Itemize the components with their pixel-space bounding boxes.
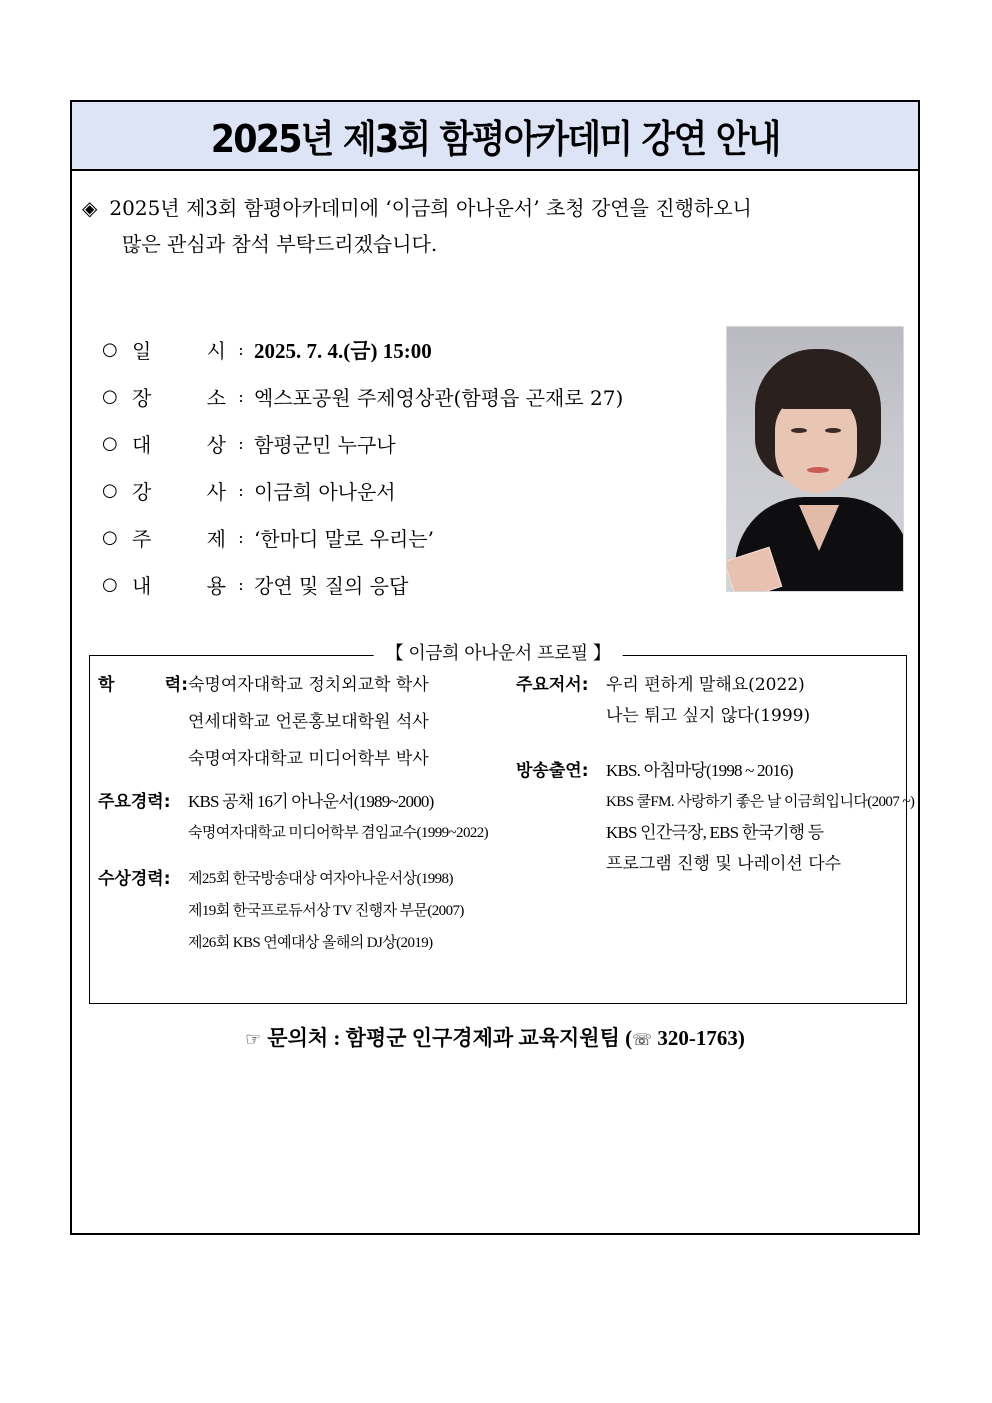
contact-label: 문의처 : 함평군 인구경제과 교육지원팀 ( xyxy=(267,1026,633,1050)
detail-label: 강 사 xyxy=(132,480,226,504)
pointing-hand-icon: ☞ xyxy=(245,1029,262,1050)
detail-value-content: 강연 및 질의 응답 xyxy=(254,574,409,598)
profile-box xyxy=(89,643,915,1004)
profile-awards xyxy=(98,864,508,960)
profile-awards-item: 제19회 한국프로듀서상 TV 진행자 부문(2007) xyxy=(188,903,464,919)
detail-value-audience: 함평군민 누구나 xyxy=(254,433,396,457)
profile-career-item: KBS 공채 16기 아나운서(1989~2000) xyxy=(188,792,434,811)
detail-row-content: ○ 내 용 : 강연 및 질의 응답 xyxy=(102,561,722,608)
telephone-icon: ☏ xyxy=(632,1030,653,1049)
detail-label: 내 용 xyxy=(132,574,226,598)
page-title: 2025년 제3회 함평아카데미 강연 안내 xyxy=(210,117,780,161)
profile-books-item: 나는 튀고 싶지 않다(1999) xyxy=(606,706,811,726)
detail-label: 주 제 xyxy=(132,527,226,551)
profile-broadcast-item: KBS. 아침마당(1998 ~ 2016) xyxy=(606,761,793,780)
detail-row-datetime: ○ 일 시 : 2025. 7. 4.(금) 15:00 xyxy=(102,326,722,373)
profile-awards-label: 수상경력: xyxy=(98,869,171,889)
detail-value-speaker: 이금희 아나운서 xyxy=(254,480,396,504)
profile-education-item: 연세대학교 언론홍보대학원 석사 xyxy=(188,712,429,732)
detail-value-topic: ‘한마디 말로 우리는’ xyxy=(254,527,434,551)
profile-right-column xyxy=(516,670,915,880)
intro-text-line2: 많은 관심과 참석 부탁드리겠습니다. xyxy=(122,232,438,256)
profile-broadcast xyxy=(516,756,915,880)
detail-row-topic: ○ 주 제 : ‘한마디 말로 우리는’ xyxy=(102,514,722,561)
detail-row-audience: ○ 대 상 : 함평군민 누구나 xyxy=(102,420,722,467)
document-frame xyxy=(70,100,920,1235)
profile-broadcast-label: 방송출연: xyxy=(516,761,589,781)
profile-career xyxy=(98,787,508,850)
profile-broadcast-item: KBS 쿨FM. 사랑하기 좋은 날 이금희입니다(2007 ~) xyxy=(606,794,915,810)
profile-education-item: 숙명여자대학교 정치외교학 학사 xyxy=(188,675,429,695)
profile-books-label: 주요저서: xyxy=(516,675,589,695)
profile-left-column xyxy=(98,670,508,960)
title-bar xyxy=(72,102,918,171)
contact-info xyxy=(72,1022,918,1052)
detail-label: 장 소 xyxy=(132,386,226,410)
diamond-bullet-icon: ◈ xyxy=(82,196,98,220)
profile-education xyxy=(98,670,508,781)
circle-bullet-icon: ○ xyxy=(102,386,118,407)
circle-bullet-icon: ○ xyxy=(102,433,118,454)
circle-bullet-icon: ○ xyxy=(102,574,118,595)
profile-education-label: 학 력: xyxy=(98,675,188,695)
profile-books xyxy=(516,670,901,732)
contact-phone: 320-1763) xyxy=(652,1026,745,1050)
profile-education-item: 숙명여자대학교 미디어학부 박사 xyxy=(188,749,429,769)
circle-bullet-icon: ○ xyxy=(102,527,118,548)
profile-books-item: 우리 편하게 말해요(2022) xyxy=(606,675,805,695)
profile-broadcast-item: KBS 인간극장, EBS 한국기행 등 xyxy=(606,823,824,842)
detail-value-datetime: 2025. 7. 4.(금) 15:00 xyxy=(254,338,432,363)
detail-value-location: 엑스포공원 주제영상관(함평읍 곤재로 27) xyxy=(254,386,624,410)
intro-paragraph xyxy=(82,190,912,262)
circle-bullet-icon: ○ xyxy=(102,480,118,501)
profile-title: 【 이금희 아나운서 프로필 】 xyxy=(374,639,623,665)
profile-career-label: 주요경력: xyxy=(98,792,171,812)
profile-broadcast-item: 프로그램 진행 및 나레이션 다수 xyxy=(606,854,842,874)
detail-label: 대 상 xyxy=(132,433,226,457)
circle-bullet-icon: ○ xyxy=(102,339,118,360)
intro-text-line1: 2025년 제3회 함평아카데미에 ‘이금희 아나운서’ 초청 강연을 진행하오니 xyxy=(109,196,752,220)
event-details xyxy=(102,326,722,608)
detail-row-speaker: ○ 강 사 : 이금희 아나운서 xyxy=(102,467,722,514)
profile-awards-item: 제26회 KBS 연예대상 올해의 DJ상(2019) xyxy=(188,935,433,951)
detail-label: 일 시 xyxy=(132,339,226,363)
detail-row-location: ○ 장 소 : 엑스포공원 주제영상관(함평읍 곤재로 27) xyxy=(102,373,722,420)
profile-career-item: 숙명여자대학교 미디어학부 겸임교수(1999~2022) xyxy=(188,825,489,841)
profile-awards-item: 제25회 한국방송대상 여자아나운서상(1998) xyxy=(188,871,453,887)
speaker-photo xyxy=(726,326,904,592)
